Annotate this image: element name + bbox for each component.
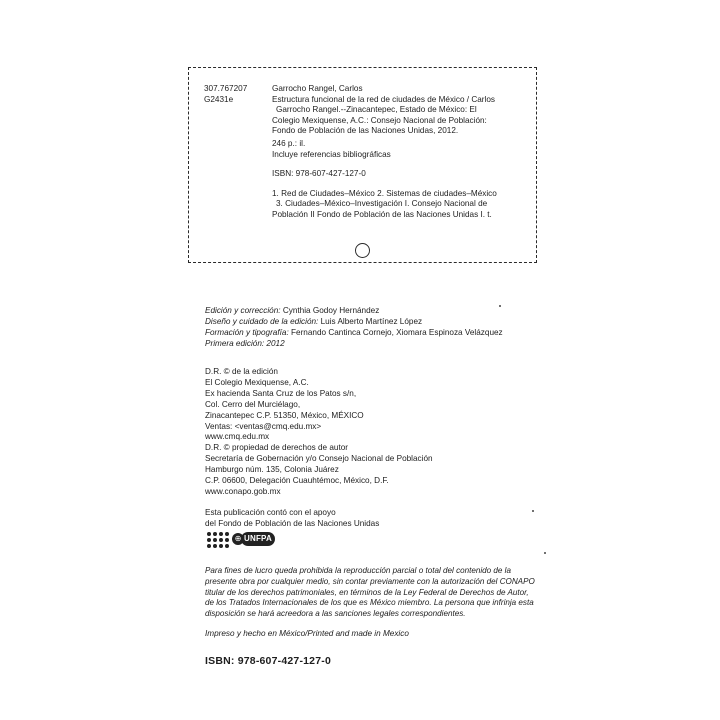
legal-line: titular de los derechos patrimoniales, en términos de la Ley Federal de Derechos de Autor, xyxy=(205,587,529,597)
publisher-line: Col. Cerro del Murciélago, xyxy=(205,399,301,409)
call-number-line: 307.767207 xyxy=(204,84,248,93)
publisher-line: Ex hacienda Santa Cruz de los Patos s/n, xyxy=(205,388,357,398)
publisher-line: Zinacantepec C.P. 51350, México, MÉXICO xyxy=(205,410,364,420)
legal-line: presente obra por cualquier medio, sin contar previamente con la autorización del CONAPO xyxy=(205,576,535,586)
credit-role: Primera edición: 2012 xyxy=(205,338,285,348)
publisher-line: El Colegio Mexiquense, A.C. xyxy=(205,377,309,387)
card-hole-icon xyxy=(355,243,370,258)
credit-role: Edición y corrección: xyxy=(205,306,281,315)
entry-line: Fondo de Población de las Naciones Unidas, 2012. xyxy=(272,126,459,136)
rights-website: www.conapo.gob.mx xyxy=(205,486,281,496)
credit-line xyxy=(205,339,503,350)
credit-line xyxy=(205,317,503,328)
catalog-entry xyxy=(272,84,524,221)
entry-subjects: 1. Red de Ciudades–México 2. Sistemas de ciudades–México xyxy=(272,188,497,198)
un-emblem-icon: ⊕ xyxy=(232,533,244,545)
entry-subjects: Población II Fondo de Población de las Naciones Unidas I. t. xyxy=(272,209,492,219)
scan-speck xyxy=(499,305,501,307)
publisher-sales-email: Ventas: <ventas@cmq.edu.mx> xyxy=(205,421,322,431)
isbn-bottom: ISBN: 978-607-427-127-0 xyxy=(205,655,332,667)
legal-line: Para fines de lucro queda prohibida la reproducción parcial o total del contenido de la xyxy=(205,566,511,575)
entry-line: Garrocho Rangel.--Zinacantepec, Estado de México: El xyxy=(276,105,477,115)
scan-speck xyxy=(544,552,546,554)
call-number-line: G2431e xyxy=(204,94,234,104)
call-number xyxy=(204,84,247,105)
credit-name: Cynthia Godoy Hernández xyxy=(282,306,380,315)
printed-in: Impreso y hecho en México/Printed and made in Mexico xyxy=(205,629,409,638)
credit-name: Luis Alberto Martínez López xyxy=(320,316,423,326)
unfpa-logo-group xyxy=(207,531,327,555)
credit-role: Diseño y cuidado de la edición: xyxy=(205,316,319,326)
entry-isbn: ISBN: 978-607-427-127-0 xyxy=(272,169,366,179)
publisher-website: www.cmq.edu.mx xyxy=(205,432,270,442)
credit-line xyxy=(205,328,503,339)
support-line: del Fondo de Población de las Naciones Unidas xyxy=(205,518,380,528)
rights-block xyxy=(205,443,433,498)
rights-line: Hamburgo núm. 135, Colonia Juárez xyxy=(205,464,339,474)
entry-line: Colegio Mexiquense, A.C.: Consejo Nacional de Población: xyxy=(272,115,487,125)
unfpa-logo: UNFPA xyxy=(241,532,275,546)
dot-grid-logo-icon xyxy=(207,532,229,548)
entry-subjects: 3. Ciudades–México–Investigación I. Consejo Nacional de xyxy=(276,199,488,209)
credit-name: Fernando Cantinca Cornejo, Xiomara Espinoza Velázquez xyxy=(291,327,503,337)
entry-author: Garrocho Rangel, Carlos xyxy=(272,84,363,93)
legal-notice xyxy=(205,566,540,620)
rights-line: D.R. © propiedad de derechos de autor xyxy=(205,443,349,452)
entry-pages: 246 p.: il. xyxy=(272,138,306,148)
credit-line xyxy=(205,306,503,317)
scan-speck xyxy=(532,510,534,512)
legal-line: de los Tratados Internacionales de los que es México miembro. La persona que infrinja esta xyxy=(205,598,534,608)
rights-line: C.P. 06600, Delegación Cuauhtémoc, México, D.F. xyxy=(205,475,389,485)
support-line: Esta publicación contó con el apoyo xyxy=(205,508,336,517)
entry-notes: Incluye referencias bibliográficas xyxy=(272,149,391,159)
publisher-line: D.R. © de la edición xyxy=(205,367,278,376)
publisher-block xyxy=(205,367,364,443)
credits-block xyxy=(205,306,503,350)
credit-role: Formación y tipografía: xyxy=(205,327,289,337)
rights-line: Secretaría de Gobernación y/o Consejo Nacional de Población xyxy=(205,453,433,463)
support-block xyxy=(205,508,379,530)
entry-title: Estructura funcional de la red de ciudades de México / Carlos xyxy=(272,94,496,104)
legal-line: disposición se hará acreedora a las sanciones legales correspondientes. xyxy=(205,609,466,619)
